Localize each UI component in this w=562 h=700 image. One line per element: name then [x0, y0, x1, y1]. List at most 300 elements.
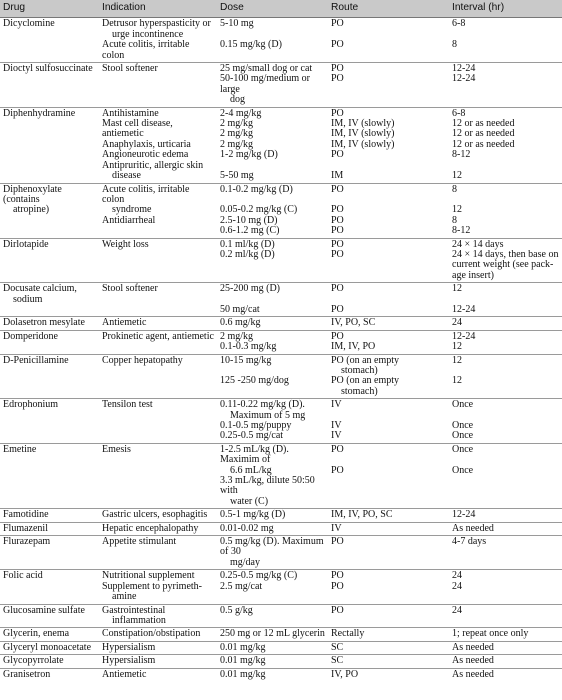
cell-drug — [0, 655, 99, 668]
cell-line: stomach) — [341, 385, 378, 397]
cell-indication — [99, 107, 217, 183]
cell-drug — [0, 238, 99, 283]
cell-dose — [217, 238, 328, 283]
table-row — [0, 354, 562, 399]
cell-interval — [449, 183, 562, 238]
table-row — [0, 443, 562, 508]
cell-line — [331, 295, 446, 305]
cell-line: Hypersialism — [102, 641, 156, 653]
cell-line: IM — [331, 170, 344, 182]
header-row — [0, 0, 562, 18]
cell-line: Hepatic encephalopathy — [102, 522, 199, 534]
cell-drug — [0, 536, 99, 570]
cell-line — [331, 455, 446, 465]
cell-line: 1-2.5 mL/kg (D). Maximim of — [220, 443, 289, 466]
cell-line: 0.11-0.22 mg/kg (D). — [220, 399, 305, 411]
cell-route — [328, 283, 449, 317]
cell-dose — [217, 536, 328, 570]
cell-line: 0.5 g/kg — [220, 604, 253, 616]
cell-line: Gastric ulcers, esophagitis — [102, 509, 208, 521]
cell-line: 125 -250 mg/dog — [220, 375, 289, 387]
cell-line: 0.2 ml/kg (D) — [220, 248, 275, 260]
cell-line: 8-12 — [452, 225, 471, 237]
cell-line: disease — [112, 170, 141, 182]
cell-line: 0.5 mg/kg (D). Maximum of 30 — [220, 536, 324, 558]
cell-line: 1; repeat once only — [452, 628, 529, 640]
cell-line: IV, PO — [331, 668, 359, 680]
cell-indication — [99, 238, 217, 283]
cell-line: IV — [331, 522, 342, 534]
cell-line — [331, 30, 446, 40]
cell-drug — [0, 317, 99, 330]
cell-dose — [217, 570, 328, 604]
cell-line: 250 mg or 12 mL glycerin — [220, 628, 325, 640]
cell-line: 25 mg/small dog or cat — [220, 63, 313, 75]
header-interval: Interval (hr) — [449, 0, 562, 18]
header-dose: Dose — [217, 0, 328, 18]
cell-line: 12 — [452, 354, 462, 366]
cell-route — [328, 107, 449, 183]
cell-dose — [217, 63, 328, 108]
cell-line: PO — [331, 214, 344, 226]
cell-route — [328, 443, 449, 508]
cell-line: Detrusor hyperspasticity or — [102, 18, 211, 30]
cell-line — [331, 411, 446, 421]
cell-indication — [99, 18, 217, 63]
cell-drug — [0, 443, 99, 508]
table-row — [0, 330, 562, 354]
cell-line: Mast cell disease, antiemetic — [102, 118, 173, 140]
cell-line: 0.01 mg/kg — [220, 641, 266, 653]
cell-route — [328, 399, 449, 444]
cell-line: 24 — [452, 604, 462, 616]
cell-line: Once — [452, 419, 474, 431]
cell-line: 1-2 mg/kg (D) — [220, 149, 278, 161]
cell-line: D-Penicillamine — [3, 354, 69, 366]
cell-line: As needed — [452, 522, 494, 534]
cell-line: 2 mg/kg — [220, 330, 254, 342]
cell-line: Dicyclomine — [3, 18, 55, 30]
cell-interval — [449, 238, 562, 283]
cell-line: stomach) — [341, 364, 378, 376]
cell-drug — [0, 354, 99, 399]
cell-interval — [449, 107, 562, 183]
cell-line: syndrome — [112, 204, 152, 216]
cell-interval — [449, 641, 562, 654]
cell-line: PO — [331, 73, 344, 85]
cell-line: 50-100 mg/medium or large — [220, 73, 310, 95]
cell-line: Weight loss — [102, 238, 149, 250]
cell-line: 12 — [452, 283, 462, 295]
cell-line: 12 — [452, 170, 462, 182]
header-indication: Indication — [99, 0, 217, 18]
table-row — [0, 522, 562, 535]
cell-interval — [449, 63, 562, 108]
cell-dose — [217, 509, 328, 522]
cell-indication — [99, 317, 217, 330]
cell-interval — [449, 354, 562, 399]
cell-line — [331, 195, 446, 205]
cell-interval — [449, 399, 562, 444]
cell-line: PO — [331, 536, 344, 548]
cell-line: 0.6 mg/kg — [220, 317, 261, 329]
cell-line: 0.1-0.5 mg/puppy — [220, 420, 292, 431]
cell-indication — [99, 283, 217, 317]
cell-line: 6-8 — [452, 107, 466, 119]
cell-line: Stool softener — [102, 283, 158, 295]
cell-line: 2.5-10 mg (D) — [220, 214, 278, 226]
cell-dose — [217, 655, 328, 668]
table-row — [0, 63, 562, 108]
cell-line: 12-24 — [452, 73, 476, 85]
cell-dose — [217, 354, 328, 399]
cell-indication — [99, 570, 217, 604]
table-body — [0, 18, 562, 681]
cell-indication — [99, 509, 217, 522]
cell-line: Glycerin, enema — [3, 628, 70, 640]
cell-line — [452, 30, 559, 40]
cell-drug — [0, 509, 99, 522]
cell-drug — [0, 522, 99, 535]
cell-indication — [99, 655, 217, 668]
cell-line: Docusate calcium, — [3, 283, 77, 295]
cell-line: PO — [331, 303, 344, 315]
cell-dose — [217, 641, 328, 654]
table-row — [0, 509, 562, 522]
cell-line: Antidiarrheal — [102, 214, 156, 226]
cell-line: 0.5-1 mg/kg (D) — [220, 509, 286, 521]
cell-line: Once — [452, 443, 474, 455]
cell-line: 3.3 mL/kg, dilute 50:50 with — [220, 475, 315, 497]
cell-indication — [99, 604, 217, 628]
table-row — [0, 655, 562, 668]
cell-line — [452, 195, 559, 205]
cell-line: 0.01 mg/kg — [220, 668, 266, 680]
cell-line: SC — [331, 641, 344, 653]
cell-line: 24 — [452, 580, 462, 592]
cell-line: Once — [452, 399, 474, 411]
cell-line: Glyceryl monoacetate — [3, 641, 92, 653]
cell-line: water (C) — [230, 495, 269, 507]
cell-interval — [449, 628, 562, 641]
cell-line: 0.15 mg/kg (D) — [220, 39, 282, 51]
cell-line: Copper hepatopathy — [102, 354, 183, 366]
cell-route — [328, 354, 449, 399]
cell-line — [452, 366, 559, 376]
cell-line: Antiemetic — [102, 317, 147, 329]
cell-line: PO — [331, 39, 344, 51]
cell-drug — [0, 570, 99, 604]
cell-line: IM, IV (slowly) — [331, 118, 395, 130]
cell-line — [331, 161, 446, 171]
cell-line: Stool softener — [102, 63, 158, 75]
cell-line: PO — [331, 204, 344, 216]
cell-line: As needed — [452, 655, 494, 667]
table-row — [0, 183, 562, 238]
cell-line: Granisetron — [3, 668, 51, 680]
cell-line: Diphenhydramine — [3, 107, 76, 119]
cell-line: As needed — [452, 668, 494, 680]
cell-line: PO — [331, 107, 344, 119]
cell-interval — [449, 668, 562, 681]
cell-indication — [99, 183, 217, 238]
cell-line: 50 mg/cat — [220, 303, 260, 315]
cell-drug — [0, 183, 99, 238]
cell-dose — [217, 317, 328, 330]
cell-line: 12-24 — [452, 63, 476, 75]
cell-line: 12 — [452, 204, 462, 216]
cell-line: IV — [331, 399, 342, 411]
cell-line: Emetine — [3, 443, 37, 455]
cell-drug — [0, 641, 99, 654]
cell-line: Angioneurotic edema — [102, 149, 189, 161]
cell-line: As needed — [452, 641, 494, 653]
cell-line: 24 × 14 days — [452, 238, 504, 250]
cell-route — [328, 604, 449, 628]
cell-line: 0.25-0.5 mg/kg (C) — [220, 570, 298, 582]
cell-indication — [99, 522, 217, 535]
cell-interval — [449, 604, 562, 628]
cell-line: 24 × 14 days, then base on — [452, 248, 559, 260]
cell-route — [328, 522, 449, 535]
cell-line: 8-12 — [452, 149, 471, 161]
cell-line: IV, PO, SC — [331, 317, 376, 329]
cell-line: Hypersialism — [102, 655, 156, 667]
cell-line: 12 — [452, 375, 462, 387]
header-drug: Drug — [0, 0, 99, 18]
cell-line: 8 — [452, 214, 457, 226]
cell-line: PO — [331, 63, 344, 75]
cell-dose — [217, 107, 328, 183]
cell-line: PO — [331, 570, 344, 582]
cell-line: IM, IV, PO, SC — [331, 509, 393, 521]
cell-line: Once — [452, 430, 474, 442]
cell-line: 0.6-1.2 mg (C) — [220, 225, 280, 237]
cell-drug — [0, 604, 99, 628]
cell-line: 0.1 ml/kg (D) — [220, 238, 275, 250]
cell-line: 10-15 mg/kg — [220, 354, 272, 366]
cell-line: Anaphylaxis, urticaria — [102, 138, 191, 150]
table-row — [0, 570, 562, 604]
cell-line: dog — [230, 94, 245, 106]
cell-line: 24 — [452, 317, 462, 329]
cell-line — [452, 161, 559, 171]
cell-line: IM, IV (slowly) — [331, 138, 395, 150]
cell-dose — [217, 399, 328, 444]
cell-line: Gastrointestinal — [102, 604, 166, 616]
cell-line: Glucosamine sulfate — [3, 604, 85, 616]
cell-line: 2-4 mg/kg — [220, 107, 262, 119]
cell-line: 8 — [452, 183, 457, 195]
cell-line: PO — [331, 604, 344, 616]
cell-line: Nutritional supplement — [102, 570, 195, 582]
cell-line: 5-50 mg — [220, 170, 254, 182]
cell-interval — [449, 317, 562, 330]
cell-line: 8 — [452, 39, 457, 51]
cell-line: Dioctyl sulfosuccinate — [3, 63, 93, 75]
table-row — [0, 283, 562, 317]
cell-line: 5-10 mg — [220, 18, 254, 30]
cell-route — [328, 18, 449, 63]
cell-dose — [217, 443, 328, 508]
cell-line: SC — [331, 655, 344, 667]
cell-drug — [0, 399, 99, 444]
cell-line: 24 — [452, 570, 462, 582]
cell-interval — [449, 522, 562, 535]
cell-line: PO — [331, 183, 344, 195]
cell-line: 0.1-0.2 mg/kg (D) — [220, 183, 293, 195]
cell-indication — [99, 628, 217, 641]
cell-line: Acute colitis, irritable colon — [102, 183, 190, 205]
cell-line: inflammation — [112, 614, 166, 626]
cell-line: PO — [331, 283, 344, 295]
cell-line: Antiemetic — [102, 668, 147, 680]
cell-drug — [0, 18, 99, 63]
cell-line: Edrophonium — [3, 399, 58, 411]
cell-line: current weight (see pack- — [452, 259, 554, 271]
cell-route — [328, 317, 449, 330]
cell-dose — [217, 604, 328, 628]
cell-indication — [99, 330, 217, 354]
cell-line: Antihistamine — [102, 107, 159, 119]
cell-indication — [99, 668, 217, 681]
cell-line: PO — [331, 225, 344, 237]
cell-drug — [0, 668, 99, 681]
cell-line: IV — [331, 430, 342, 442]
cell-line: PO — [331, 18, 344, 30]
cell-route — [328, 330, 449, 354]
table-row — [0, 107, 562, 183]
cell-route — [328, 570, 449, 604]
cell-line: Diphenoxylate (contains — [3, 183, 62, 205]
cell-interval — [449, 330, 562, 354]
cell-line: Constipation/obstipation — [102, 628, 201, 640]
cell-dose — [217, 628, 328, 641]
cell-route — [328, 63, 449, 108]
cell-route — [328, 509, 449, 522]
cell-line: Dolasetron mesylate — [3, 317, 85, 329]
cell-line: mg/day — [230, 556, 260, 568]
cell-line: 0.01 mg/kg — [220, 655, 266, 667]
cell-line: Acute colitis, irritable colon — [102, 39, 190, 61]
cell-route — [328, 641, 449, 654]
cell-drug — [0, 283, 99, 317]
cell-line: Domperidone — [3, 330, 58, 342]
cell-line: PO — [331, 238, 344, 250]
cell-dose — [217, 283, 328, 317]
cell-line: Folic acid — [3, 570, 43, 582]
cell-line: IM, IV (slowly) — [331, 128, 395, 140]
cell-line: PO — [331, 443, 344, 455]
cell-line: 12-24 — [452, 509, 476, 521]
cell-line: 0.1-0.3 mg/kg — [220, 341, 277, 353]
cell-dose — [217, 668, 328, 681]
cell-line: 2 mg/kg — [220, 138, 254, 150]
cell-line: Maximum of 5 mg — [230, 409, 306, 421]
cell-line: Supplement to pyrimeth- — [102, 580, 202, 592]
cell-indication — [99, 443, 217, 508]
cell-line: IM, IV, PO — [331, 341, 376, 353]
cell-line: amine — [112, 591, 137, 603]
cell-line: 0.05-0.2 mg/kg (C) — [220, 204, 298, 216]
cell-line: PO — [331, 464, 344, 476]
cell-drug — [0, 63, 99, 108]
cell-line: 0.25-0.5 mg/cat — [220, 430, 284, 442]
table-row — [0, 604, 562, 628]
cell-line: PO — [331, 580, 344, 592]
cell-line: 12 or as needed — [452, 128, 515, 140]
cell-line: sodium — [13, 293, 43, 305]
cell-line: PO — [331, 330, 344, 342]
cell-dose — [217, 183, 328, 238]
cell-line: PO — [331, 149, 344, 161]
cell-interval — [449, 509, 562, 522]
cell-route — [328, 183, 449, 238]
cell-route — [328, 238, 449, 283]
cell-line: Dirlotapide — [3, 238, 49, 250]
cell-route — [328, 655, 449, 668]
cell-indication — [99, 536, 217, 570]
cell-line: Prokinetic agent, antiemetic — [102, 330, 214, 342]
cell-interval — [449, 536, 562, 570]
cell-line: Famotidine — [3, 509, 49, 521]
cell-indication — [99, 63, 217, 108]
cell-line: Flurazepam — [3, 536, 51, 548]
cell-line: Rectally — [331, 628, 365, 640]
table-row — [0, 399, 562, 444]
cell-line: 6.6 mL/kg — [230, 464, 272, 476]
cell-dose — [217, 330, 328, 354]
cell-line: 6-8 — [452, 18, 466, 30]
cell-line: Flumazenil — [3, 522, 48, 534]
table-header — [0, 0, 562, 18]
cell-line: IV — [331, 419, 342, 431]
cell-dose — [217, 18, 328, 63]
cell-interval — [449, 570, 562, 604]
cell-line: 4-7 days — [452, 536, 487, 548]
table-row — [0, 628, 562, 641]
cell-drug — [0, 330, 99, 354]
cell-line: 12 or as needed — [452, 138, 515, 150]
table-row — [0, 641, 562, 654]
cell-route — [328, 668, 449, 681]
table-row — [0, 317, 562, 330]
cell-indication — [99, 399, 217, 444]
cell-line: 12 — [452, 341, 462, 353]
cell-interval — [449, 443, 562, 508]
header-route: Route — [328, 0, 449, 18]
cell-line: age insert) — [452, 269, 494, 281]
cell-drug — [0, 628, 99, 641]
cell-line: urge incontinence — [112, 28, 184, 40]
cell-line: 2.5 mg/cat — [220, 580, 263, 592]
cell-line: Appetite stimulant — [102, 536, 177, 548]
cell-line: 2 mg/kg — [220, 128, 254, 140]
cell-line: 25-200 mg (D) — [220, 283, 280, 295]
cell-interval — [449, 283, 562, 317]
cell-line: atropine) — [13, 204, 50, 216]
cell-route — [328, 536, 449, 570]
table-row — [0, 536, 562, 570]
cell-interval — [449, 655, 562, 668]
cell-line: Antipruritic, allergic skin — [102, 159, 204, 171]
table-row — [0, 18, 562, 63]
cell-line: 12-24 — [452, 330, 476, 342]
table-row — [0, 238, 562, 283]
cell-line: Tensilon test — [102, 399, 153, 411]
cell-indication — [99, 354, 217, 399]
cell-line: 0.01-0.02 mg — [220, 522, 274, 534]
